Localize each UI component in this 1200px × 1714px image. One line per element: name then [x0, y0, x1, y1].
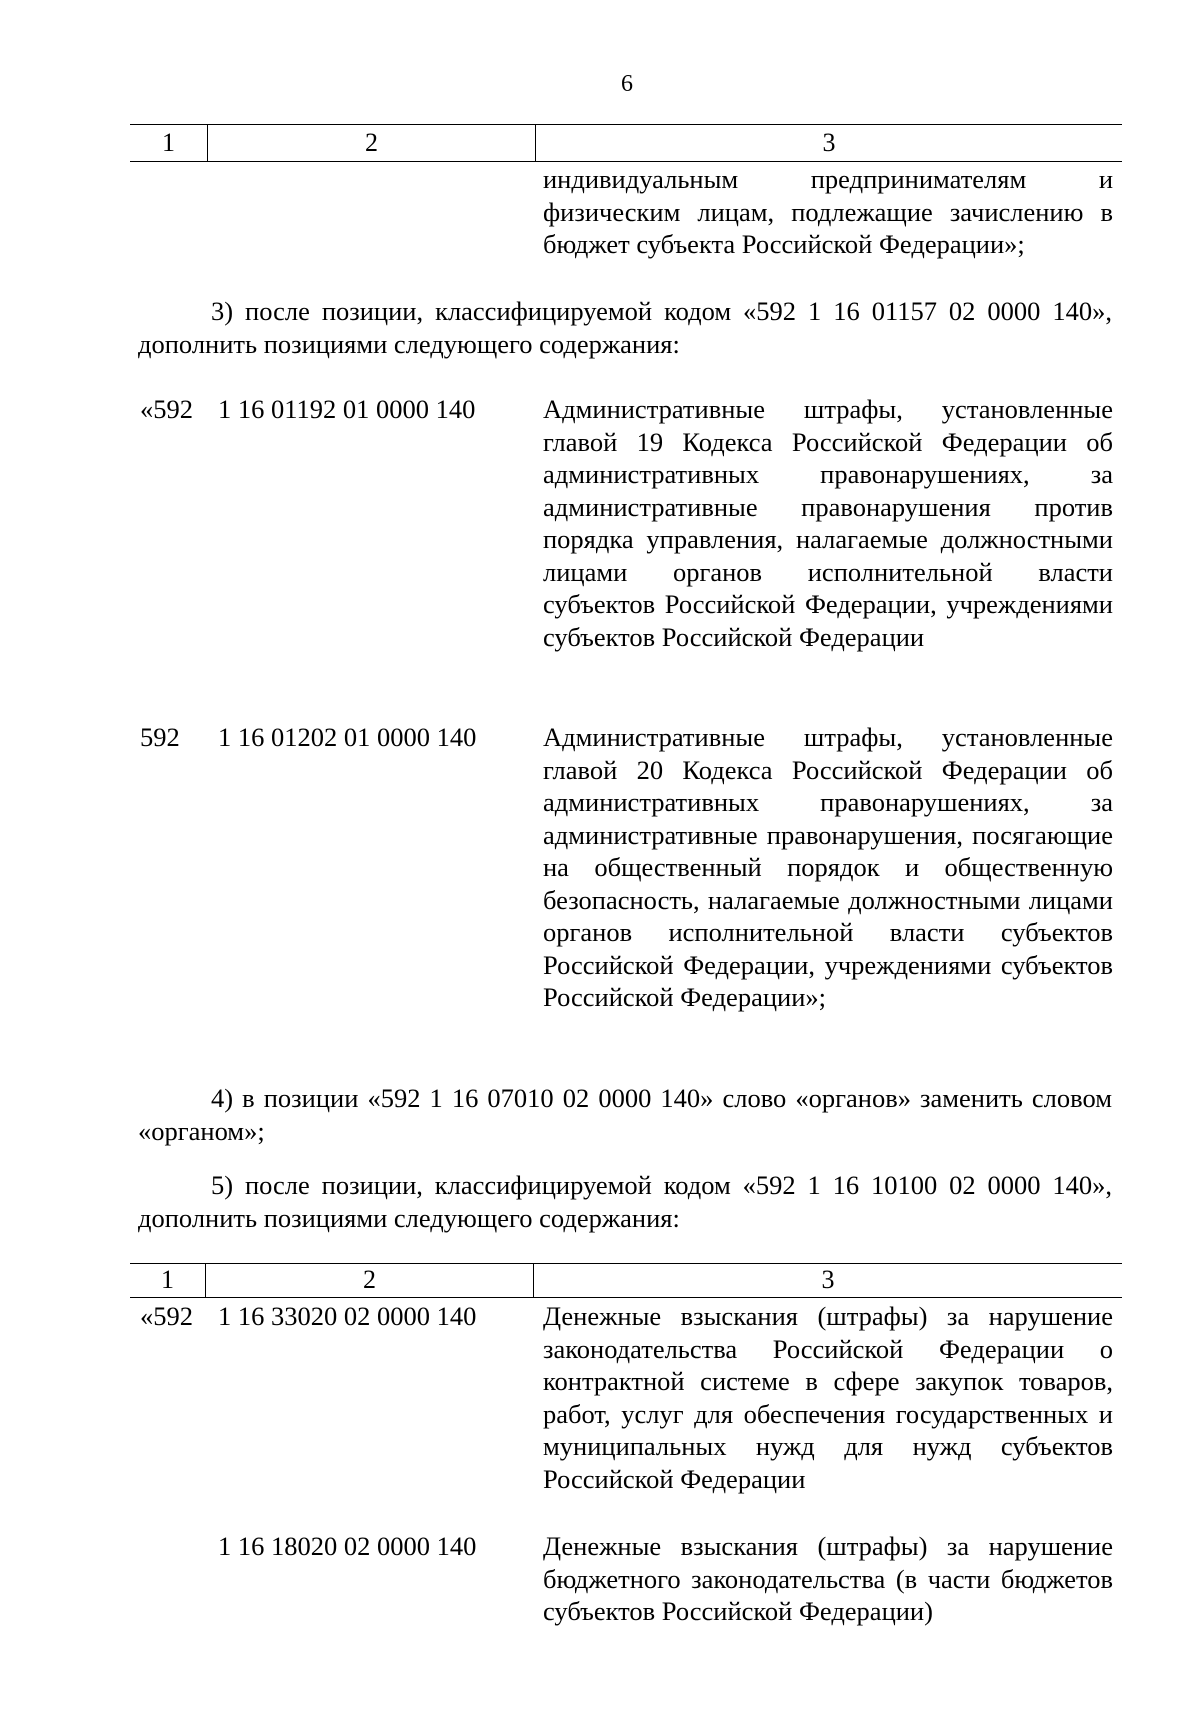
- header2-col-2: 2: [206, 1264, 534, 1298]
- row-b1-classification-code: 1 16 33020 02 0000 140: [218, 1301, 477, 1331]
- row-a2-classification-code: 1 16 01202 01 0000 140: [218, 722, 477, 752]
- row-a1-admin-code: «592: [140, 394, 193, 424]
- header-col-3: 3: [822, 127, 836, 157]
- row-a2-admin-code: 592: [140, 722, 180, 752]
- page-number: 6: [621, 71, 633, 97]
- row-b2-description: Денежные взыскания (штрафы) за нарушение бюджетного законодательства (в части бюджетов субъектов Российской Федерации): [543, 1531, 1113, 1626]
- header2-col-3: 3: [821, 1265, 835, 1294]
- paragraph-4: 4) в позиции «592 1 16 07010 02 0000 140» слово «органов» заменить словом «органом»;: [138, 1083, 1112, 1146]
- header-col-1: 1: [130, 125, 208, 162]
- row-a1-classification-code: 1 16 01192 01 0000 140: [218, 394, 476, 424]
- paragraph-5: 5) после позиции, классифицируемой кодом «592 1 16 10100 02 0000 140», дополнить позициями следующего содержания:: [138, 1170, 1112, 1233]
- row-b1-description: Денежные взыскания (штрафы) за нарушение законодательства Российской Федерации о контрактной системе в сфере закупок товаров, работ, услуг для обеспечения государственных и муниципальных нужд для нужд субъектов Российской Федерации: [543, 1301, 1113, 1494]
- row-a2-description: Административные штрафы, установленные главой 20 Кодекса Российской Федерации об административных правонарушениях, за административные правонарушения, посягающие на общественный порядок и общественную безопасность, налагаемые должностными лицами органов исполнительной власти субъектов Российской Федерации, учреждениями субъектов Российской Федерации»;: [543, 722, 1113, 1012]
- row-b1-admin-code: «592: [140, 1301, 193, 1331]
- table-header-bottom: [130, 1263, 1122, 1298]
- header2-col-1: 1: [130, 1264, 206, 1298]
- continuation-text: индивидуальным предпринимателям и физическим лицам, подлежащие зачислению в бюджет субъекта Российской Федерации»;: [543, 164, 1113, 259]
- paragraph-3: 3) после позиции, классифицируемой кодом «592 1 16 01157 02 0000 140», дополнить позициями следующего содержания:: [138, 296, 1112, 359]
- row-a1-description: Административные штрафы, установленные главой 19 Кодекса Российской Федерации об административных правонарушениях, за административные правонарушения против порядка управления, налагаемые должностными лицами органов исполнительной власти субъектов Российской Федерации, учреждениями субъектов Российской Федерации: [543, 394, 1113, 652]
- header-col-2: 2: [208, 125, 536, 162]
- row-b2-classification-code: 1 16 18020 02 0000 140: [218, 1531, 477, 1561]
- table-header-top: [130, 124, 1122, 162]
